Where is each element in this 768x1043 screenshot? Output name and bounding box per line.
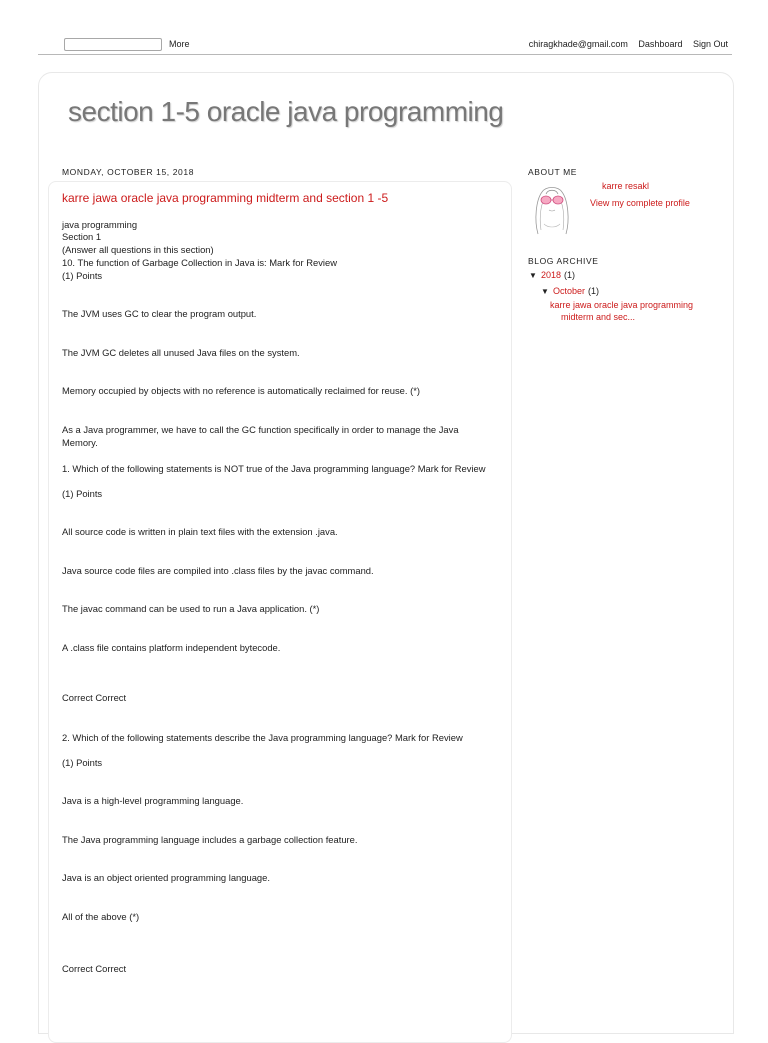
more-link[interactable]: More [169, 39, 190, 49]
answer-option: Java is an object oriented programming language. [62, 872, 270, 883]
blog-archive-heading: BLOG ARCHIVE [528, 256, 599, 266]
answer-option: Java source code files are compiled into .class files by the javac command. [62, 565, 374, 576]
answer-option: The JVM uses GC to clear the program output. [62, 308, 257, 319]
navbar [38, 32, 732, 55]
search-input[interactable] [64, 38, 162, 51]
answer-option: Memory occupied by objects with no reference is automatically reclaimed for reuse. (*) [62, 385, 420, 396]
toggle-down-icon[interactable]: ▼ [529, 271, 537, 280]
date-header: MONDAY, OCTOBER 15, 2018 [62, 167, 195, 177]
answer-option: All source code is written in plain text files with the extension .java. [62, 526, 338, 537]
answer-option: The JVM GC deletes all unused Java files on the system. [62, 347, 300, 358]
archive-month-count: (1) [588, 286, 599, 296]
view-profile-link[interactable]: View my complete profile [590, 198, 690, 208]
question-text: 10. The function of Garbage Collection in Java is: Mark for Review [62, 257, 337, 268]
question-text: 2. Which of the following statements describe the Java programming language? Mark for Review [62, 732, 463, 743]
answer-option: As a Java programmer, we have to call the GC function specifically in order to manage the Java Memory. [62, 424, 459, 448]
points-text: (1) Points [62, 757, 103, 768]
nav-user-links [521, 39, 728, 49]
points-text: (1) Points [62, 270, 103, 281]
user-email: chiragkhade@gmail.com [528, 39, 628, 49]
archive-year-count: (1) [564, 270, 575, 280]
post-line: java programming [62, 219, 138, 230]
post-line: (Answer all questions in this section) [62, 244, 214, 255]
toggle-down-icon[interactable]: ▼ [541, 287, 549, 296]
post-line: Section 1 [62, 231, 102, 242]
answer-option: Java is a high-level programming language. [62, 795, 244, 806]
profile-avatar-icon[interactable] [528, 180, 576, 236]
archive-year-link[interactable]: 2018 [541, 270, 562, 280]
post-title[interactable]: karre jawa oracle java programming midterm and section 1 -5 [62, 191, 389, 205]
points-text: (1) Points [62, 488, 103, 499]
question-text: 1. Which of the following statements is NOT true of the Java programming language? Mark for Review [62, 463, 486, 474]
answer-option: All of the above (*) [62, 911, 140, 922]
answer-option: A .class file contains platform independent bytecode. [62, 642, 281, 653]
dashboard-link[interactable]: Dashboard [638, 39, 683, 49]
sign-out-link[interactable]: Sign Out [692, 39, 728, 49]
result-text: Correct Correct [62, 692, 127, 703]
answer-option: The Java programming language includes a garbage collection feature. [62, 834, 358, 845]
archive-post-link-continued[interactable]: midterm and sec... [561, 312, 636, 322]
answer-option: The javac command can be used to run a Java application. (*) [62, 603, 320, 614]
profile-name-link[interactable]: karre resakl [602, 181, 650, 191]
archive-month-link[interactable]: October [553, 286, 586, 296]
result-text: Correct Correct [62, 963, 127, 974]
archive-post-link[interactable]: karre jawa oracle java programming [550, 300, 694, 310]
blog-title[interactable]: section 1-5 oracle java programming [68, 96, 504, 127]
about-me-heading: ABOUT ME [528, 167, 578, 177]
